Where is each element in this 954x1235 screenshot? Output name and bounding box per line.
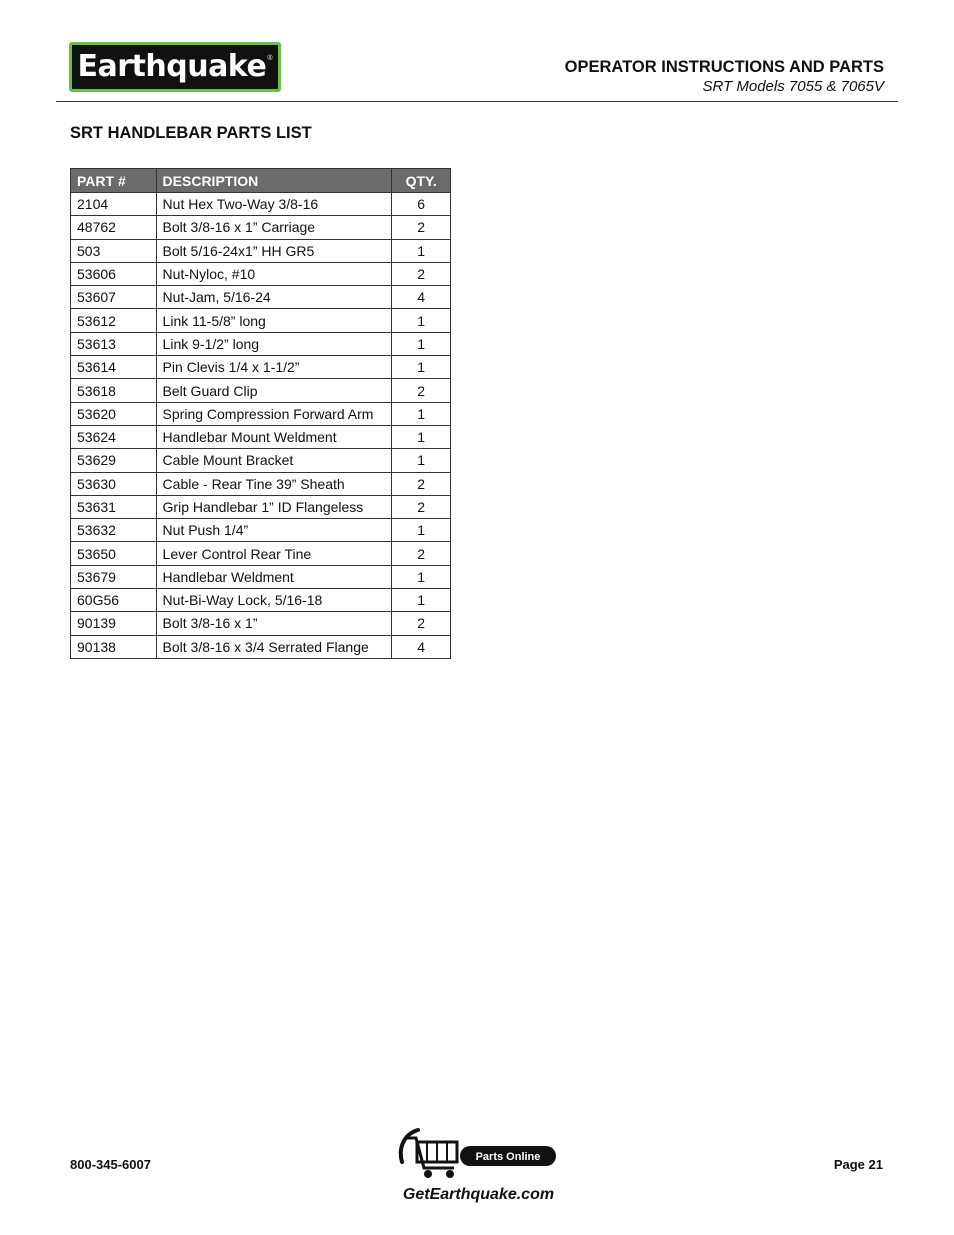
cell-qty: 4 bbox=[392, 286, 451, 309]
table-row bbox=[71, 356, 451, 379]
cell-part-number: 53629 bbox=[71, 449, 157, 472]
column-header-qty: QTY. bbox=[392, 169, 451, 193]
section-title: SRT HANDLEBAR PARTS LIST bbox=[70, 124, 312, 142]
table-row bbox=[71, 589, 451, 612]
cell-part-number: 53606 bbox=[71, 262, 157, 285]
cell-qty: 2 bbox=[392, 542, 451, 565]
cell-description: Lever Control Rear Tine bbox=[156, 542, 392, 565]
cell-qty: 2 bbox=[392, 612, 451, 635]
cell-description: Bolt 3/8-16 x 1” bbox=[156, 612, 392, 635]
table-row bbox=[71, 449, 451, 472]
page-number: Page 21 bbox=[833, 1157, 883, 1172]
table-row bbox=[71, 379, 451, 402]
cell-qty: 1 bbox=[392, 356, 451, 379]
cell-part-number: 90139 bbox=[71, 612, 157, 635]
cell-description: Belt Guard Clip bbox=[156, 379, 392, 402]
footer-phone: 800-345-6007 bbox=[70, 1157, 151, 1172]
table-row bbox=[71, 425, 451, 448]
website-link[interactable]: GetEarthquake.com bbox=[402, 1186, 555, 1203]
parts-table-body bbox=[71, 193, 451, 659]
cell-qty: 1 bbox=[392, 239, 451, 262]
shopping-cart-icon bbox=[396, 1124, 561, 1182]
table-row bbox=[71, 286, 451, 309]
cell-qty: 6 bbox=[392, 193, 451, 216]
table-row bbox=[71, 472, 451, 495]
cell-description: Nut Hex Two-Way 3/8-16 bbox=[156, 193, 392, 216]
cell-part-number: 53650 bbox=[71, 542, 157, 565]
cell-qty: 1 bbox=[392, 449, 451, 472]
table-row bbox=[71, 612, 451, 635]
table-header-row bbox=[71, 169, 451, 193]
header-divider bbox=[56, 101, 898, 102]
cell-description: Link 11-5/8” long bbox=[156, 309, 392, 332]
cell-part-number: 53630 bbox=[71, 472, 157, 495]
table-row bbox=[71, 565, 451, 588]
parts-online-badge-text: Parts Online bbox=[475, 1151, 541, 1163]
cell-qty: 2 bbox=[392, 495, 451, 518]
cell-qty: 1 bbox=[392, 402, 451, 425]
table-row bbox=[71, 216, 451, 239]
cell-part-number: 48762 bbox=[71, 216, 157, 239]
table-row bbox=[71, 332, 451, 355]
cell-description: Pin Clevis 1/4 x 1-1/2” bbox=[156, 356, 392, 379]
cell-description: Grip Handlebar 1” ID Flangeless bbox=[156, 495, 392, 518]
table-row bbox=[71, 193, 451, 216]
document-subtitle: SRT Models 7055 & 7065V bbox=[702, 78, 884, 95]
cell-description: Bolt 3/8-16 x 3/4 Serrated Flange bbox=[156, 635, 392, 658]
cell-qty: 2 bbox=[392, 216, 451, 239]
cell-description: Nut-Bi-Way Lock, 5/16-18 bbox=[156, 589, 392, 612]
cell-description: Link 9-1/2” long bbox=[156, 332, 392, 355]
cell-description: Bolt 3/8-16 x 1” Carriage bbox=[156, 216, 392, 239]
cell-part-number: 90138 bbox=[71, 635, 157, 658]
cell-qty: 1 bbox=[392, 309, 451, 332]
table-row bbox=[71, 239, 451, 262]
cell-qty: 2 bbox=[392, 262, 451, 285]
cell-qty: 1 bbox=[392, 589, 451, 612]
table-row bbox=[71, 309, 451, 332]
document-header bbox=[565, 58, 884, 96]
cell-qty: 1 bbox=[392, 565, 451, 588]
table-row bbox=[71, 402, 451, 425]
cell-part-number: 53607 bbox=[71, 286, 157, 309]
cell-part-number: 53612 bbox=[71, 309, 157, 332]
cell-part-number: 53679 bbox=[71, 565, 157, 588]
cell-qty: 4 bbox=[392, 635, 451, 658]
table-row bbox=[71, 519, 451, 542]
cell-part-number: 53613 bbox=[71, 332, 157, 355]
cell-part-number: 53618 bbox=[71, 379, 157, 402]
cell-part-number: 503 bbox=[71, 239, 157, 262]
cell-part-number: 60G56 bbox=[71, 589, 157, 612]
column-header-part: PART # bbox=[71, 169, 157, 193]
cell-description: Bolt 5/16-24x1” HH GR5 bbox=[156, 239, 392, 262]
parts-table bbox=[70, 168, 451, 659]
cell-description: Handlebar Mount Weldment bbox=[156, 425, 392, 448]
cell-description: Nut Push 1/4” bbox=[156, 519, 392, 542]
table-row bbox=[71, 262, 451, 285]
cell-part-number: 53620 bbox=[71, 402, 157, 425]
cell-qty: 1 bbox=[392, 425, 451, 448]
table-row bbox=[71, 542, 451, 565]
column-header-description: DESCRIPTION bbox=[156, 169, 392, 193]
document-title: OPERATOR INSTRUCTIONS AND PARTS bbox=[564, 58, 884, 76]
cell-description: Cable Mount Bracket bbox=[156, 449, 392, 472]
cell-part-number: 53631 bbox=[71, 495, 157, 518]
cell-qty: 1 bbox=[392, 519, 451, 542]
cell-description: Spring Compression Forward Arm bbox=[156, 402, 392, 425]
cell-part-number: 53614 bbox=[71, 356, 157, 379]
cell-description: Nut-Nyloc, #10 bbox=[156, 262, 392, 285]
cell-part-number: 53632 bbox=[71, 519, 157, 542]
logo-registered-mark: ® bbox=[267, 55, 273, 62]
cell-qty: 2 bbox=[392, 472, 451, 495]
cell-description: Nut-Jam, 5/16-24 bbox=[156, 286, 392, 309]
table-row bbox=[71, 495, 451, 518]
logo-wordmark: Earthquake bbox=[77, 49, 267, 84]
cell-qty: 1 bbox=[392, 332, 451, 355]
cell-part-number: 53624 bbox=[71, 425, 157, 448]
cell-part-number: 2104 bbox=[71, 193, 157, 216]
cell-description: Handlebar Weldment bbox=[156, 565, 392, 588]
cell-qty: 2 bbox=[392, 379, 451, 402]
table-row bbox=[71, 635, 451, 658]
cell-description: Cable - Rear Tine 39” Sheath bbox=[156, 472, 392, 495]
earthquake-logo bbox=[69, 42, 281, 92]
